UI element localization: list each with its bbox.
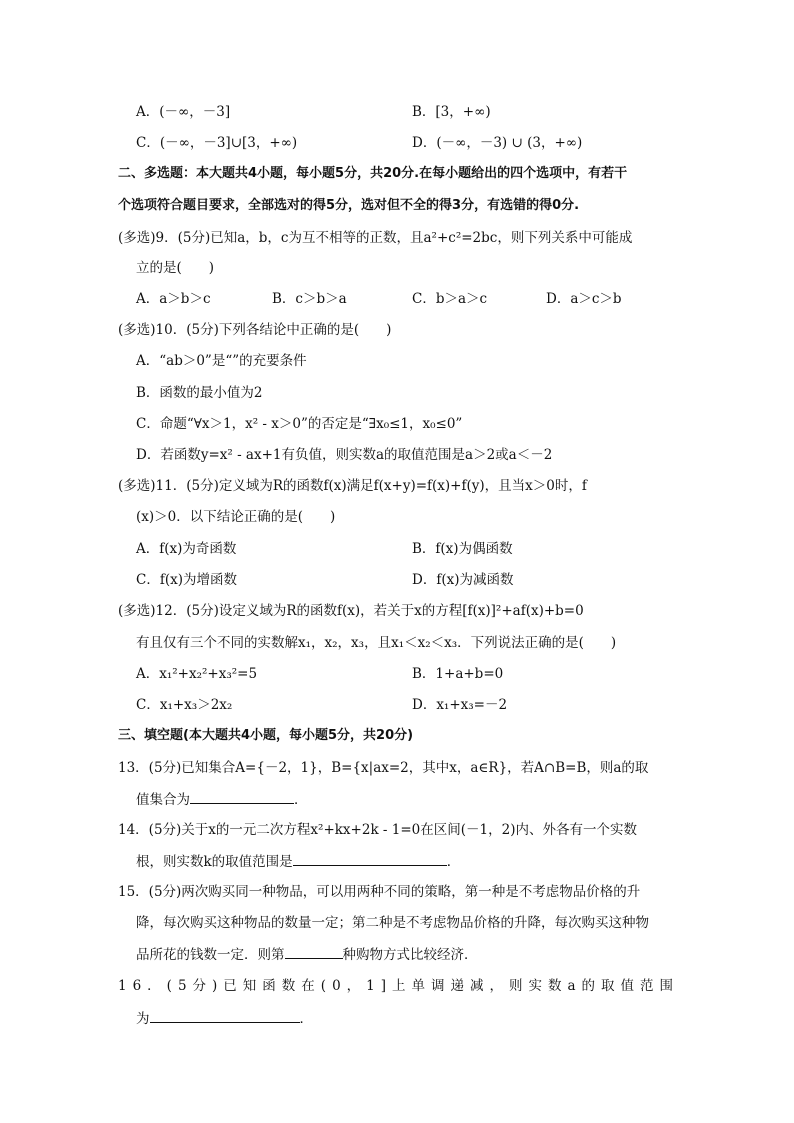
q12-option-d: D．x₁+x₃=－2 — [412, 697, 508, 713]
q13-stem-line2 — [136, 789, 308, 810]
q15-stem-line2: 降，每次购买这种物品的数量一定；第二种是不考虑物品价格的升降，每次购买这种物 — [136, 915, 649, 931]
q9-option-b: B．c＞b＞a — [272, 291, 347, 307]
q13-period: ． — [294, 792, 308, 808]
q14-text: 根，则实数k的取值范围是 — [136, 854, 293, 870]
q8-option-a: A．(－∞，－3] — [136, 104, 231, 120]
q15-stem-line3 — [136, 944, 478, 965]
q8-option-c: C．(－∞，－3]∪[3，+∞) — [136, 135, 298, 151]
q11-option-d: D．f(x)为减函数 — [412, 572, 514, 588]
q12-option-c: C．x₁+x₃＞2x₂ — [136, 697, 233, 713]
q15-answer-blank[interactable] — [285, 944, 343, 959]
q11-stem-line2: (x)＞0．以下结论正确的是( ) — [136, 509, 336, 525]
q13-stem-line1: 13．(5分)已知集合A={－2，1}，B={x|ax=2，其中x，a∈R}，若A∩B=B，则a的取 — [118, 760, 649, 776]
section2-header-line1: 二、多选题：本大题共4小题，每小题5分，共20分.在每小题给出的四个选项中，有若干 — [118, 166, 628, 181]
q9-stem-line2: 立的是( ) — [136, 260, 215, 276]
q10-stem: (多选)10．(5分)下列各结论中正确的是( ) — [118, 322, 392, 338]
q8-option-b: B．[3，+∞) — [412, 104, 491, 120]
q12-stem-line1: (多选)12．(5分)设定义域为R的函数f(x)，若关于x的方程[f(x)]²+af(x)+b=0 — [118, 603, 584, 619]
q14-stem-line1: 14．(5分)关于x的一元二次方程x²+kx+2k - 1=0在区间(－1，2)内、外各有一个实数 — [118, 822, 637, 838]
q8-option-d: D．(－∞，－3) ∪ (3，+∞) — [412, 135, 583, 151]
q10-option-d: D．若函数y=x² - ax+1有负值，则实数a的取值范围是a＞2或a＜－2 — [136, 447, 553, 463]
q10-option-b: B．函数的最小值为2 — [136, 385, 263, 401]
q16-text: 为 — [136, 1011, 150, 1027]
q13-text: 值集合为 — [136, 792, 190, 808]
q11-option-b: B．f(x)为偶函数 — [412, 541, 513, 557]
q9-option-c: C．b＞a＞c — [412, 291, 488, 307]
q14-period: ． — [446, 854, 461, 870]
q11-option-c: C．f(x)为增函数 — [136, 572, 237, 588]
q15-text-b: 种购物方式比较经济． — [342, 947, 478, 963]
q14-answer-blank[interactable] — [293, 851, 447, 866]
q15-text-a: 品所花的钱数一定．则第 — [136, 947, 285, 963]
q11-option-a: A．f(x)为奇函数 — [136, 541, 237, 557]
q13-answer-blank[interactable] — [190, 789, 294, 804]
q9-option-a: A．a＞b＞c — [136, 291, 211, 307]
q10-option-a: A．“ab＞0”是“”的充要条件 — [136, 353, 307, 369]
q15-stem-line1: 15．(5分)两次购买同一种物品，可以用两种不同的策略，第一种是不考虑物品价格的升 — [118, 884, 641, 900]
q12-stem-line2: 有且仅有三个不同的实数解x₁，x₂，x₃，且x₁＜x₂＜x₃．下列说法正确的是( ) — [136, 635, 617, 651]
q12-option-a: A．x₁²+x₂²+x₃²=5 — [136, 666, 258, 682]
q16-stem-line2 — [136, 1008, 313, 1029]
q14-stem-line2 — [136, 851, 460, 872]
section2-header-line2: 个选项符合题目要求，全部选对的得5分，选对但不全的得3分，有选错的得0分. — [118, 198, 580, 213]
q16-answer-blank[interactable] — [150, 1008, 300, 1023]
q12-option-b: B．1+a+b=0 — [412, 666, 504, 682]
q9-option-d: D．a＞c＞b — [546, 291, 622, 307]
q16-period: ． — [299, 1011, 313, 1027]
q10-option-c: C．命题“∀x＞1，x² - x＞0”的否定是“∃x₀≤1，x₀≤0” — [136, 416, 463, 432]
q9-stem-line1: (多选)9．(5分)已知a，b，c为互不相等的正数，且a²+c²=2bc，则下列关系中可能成 — [118, 230, 633, 246]
section3-header: 三、填空题(本大题共4小题，每小题5分，共20分) — [118, 728, 414, 743]
q11-stem-line1: (多选)11．(5分)定义域为R的函数f(x)满足f(x+y)=f(x)+f(y)，且当x＞0时，f — [118, 478, 587, 494]
q16-stem-line1: 16．(5分)已知函数在(0，1]上单调递减，则实数a的取值范围 — [118, 978, 680, 994]
